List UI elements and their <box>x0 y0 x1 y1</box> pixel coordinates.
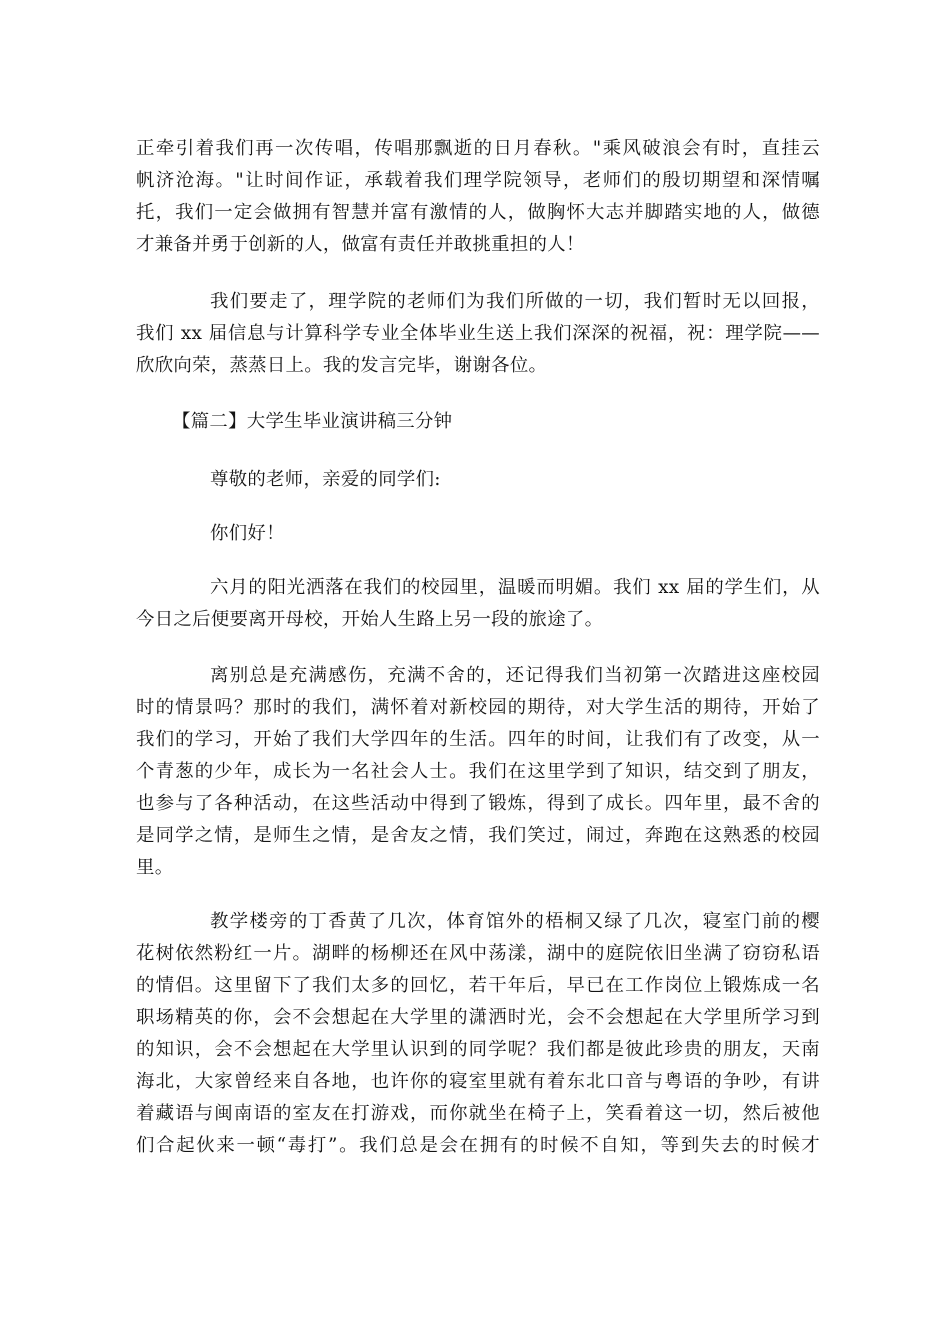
paragraph-line: 海北，大家曾经来自各地，也许你的寝室里就有着东北口音与粤语的争吵，有讲 <box>136 1071 820 1092</box>
paragraph-4 <box>136 660 820 884</box>
paragraph-line: 帆济沧海。"让时间作证，承载着我们理学院领导，老师们的殷切期望和深情嘱 <box>136 170 820 191</box>
paragraph-line: 我们要走了，理学院的老师们为我们所做的一切，我们暂时无以回报， <box>210 291 820 312</box>
paragraph-2 <box>136 286 820 382</box>
paragraph-line: 着藏语与闽南语的室友在打游戏，而你就坐在椅子上，笑看着这一切，然后被他 <box>136 1103 820 1124</box>
paragraph-line: 离别总是充满感伤，充满不舍的，还记得我们当初第一次踏进这座校园 <box>210 665 820 686</box>
paragraph-line: 花树依然粉红一片。湖畔的杨柳还在风中荡漾，湖中的庭院依旧坐满了窃窃私语 <box>136 943 820 964</box>
paragraph-line: 的情侣。这里留下了我们太多的回忆，若干年后，早已在工作岗位上锻炼成一名 <box>136 975 820 996</box>
paragraph-3 <box>136 572 820 636</box>
paragraph-line: 我们的学习，开始了我们大学四年的生活。四年的时间，让我们有了改变，从一 <box>136 729 820 750</box>
hello <box>136 518 820 550</box>
paragraph-line: 今日之后便要离开母校，开始人生路上另一段的旅途了。 <box>136 609 604 630</box>
paragraph-line: 正牵引着我们再一次传唱，传唱那飘逝的日月春秋。"乘风破浪会有时，直挂云 <box>136 138 820 159</box>
paragraph-line: 才兼备并勇于创新的人，做富有责任并敢挑重担的人！ <box>136 234 585 255</box>
section-heading <box>172 406 820 438</box>
paragraph-line: 教学楼旁的丁香黄了几次，体育馆外的梧桐又绿了几次，寝室门前的樱 <box>210 911 820 932</box>
paragraph-line: 职场精英的你，会不会想起在大学里的潇洒时光，会不会想起在大学里所学习到 <box>136 1007 820 1028</box>
paragraph-line: 里。 <box>136 857 174 878</box>
hello-text: 你们好！ <box>210 523 285 544</box>
paragraph-line: 欣欣向荣，蒸蒸日上。我的发言完毕，谢谢各位。 <box>136 355 548 376</box>
paragraph-line: 是同学之情，是师生之情，是舍友之情，我们笑过，闹过，奔跑在这熟悉的校园 <box>136 825 820 846</box>
paragraph-line: 也参与了各种活动，在这些活动中得到了锻炼，得到了成长。四年里，最不舍的 <box>136 793 820 814</box>
paragraph-line: 个青葱的少年，成长为一名社会人士。我们在这里学到了知识，结交到了朋友， <box>136 761 820 782</box>
section-heading-text: 【篇二】大学生毕业演讲稿三分钟 <box>172 411 453 432</box>
paragraph-1 <box>136 133 820 261</box>
paragraph-line: 托，我们一定会做拥有智慧并富有激情的人，做胸怀大志并脚踏实地的人，做德 <box>136 202 820 223</box>
paragraph-line: 六月的阳光洒落在我们的校园里，温暖而明媚。我们 xx 届的学生们，从 <box>210 577 820 598</box>
paragraph-line: 时的情景吗？那时的我们，满怀着对新校园的期待，对大学生活的期待，开始了 <box>136 697 820 718</box>
greeting-text: 尊敬的老师，亲爱的同学们: <box>210 469 441 490</box>
paragraph-5 <box>136 906 820 1162</box>
paragraph-line: 我们 xx 届信息与计算科学专业全体毕业生送上我们深深的祝福，祝：理学院—— <box>136 323 820 344</box>
greeting <box>136 464 820 496</box>
paragraph-line: 的知识，会不会想起在大学里认识到的同学呢？我们都是彼此珍贵的朋友，天南 <box>136 1039 820 1060</box>
paragraph-line: 们合起伙来一顿“毒打”。我们总是会在拥有的时候不自知，等到失去的时候才 <box>136 1135 820 1156</box>
